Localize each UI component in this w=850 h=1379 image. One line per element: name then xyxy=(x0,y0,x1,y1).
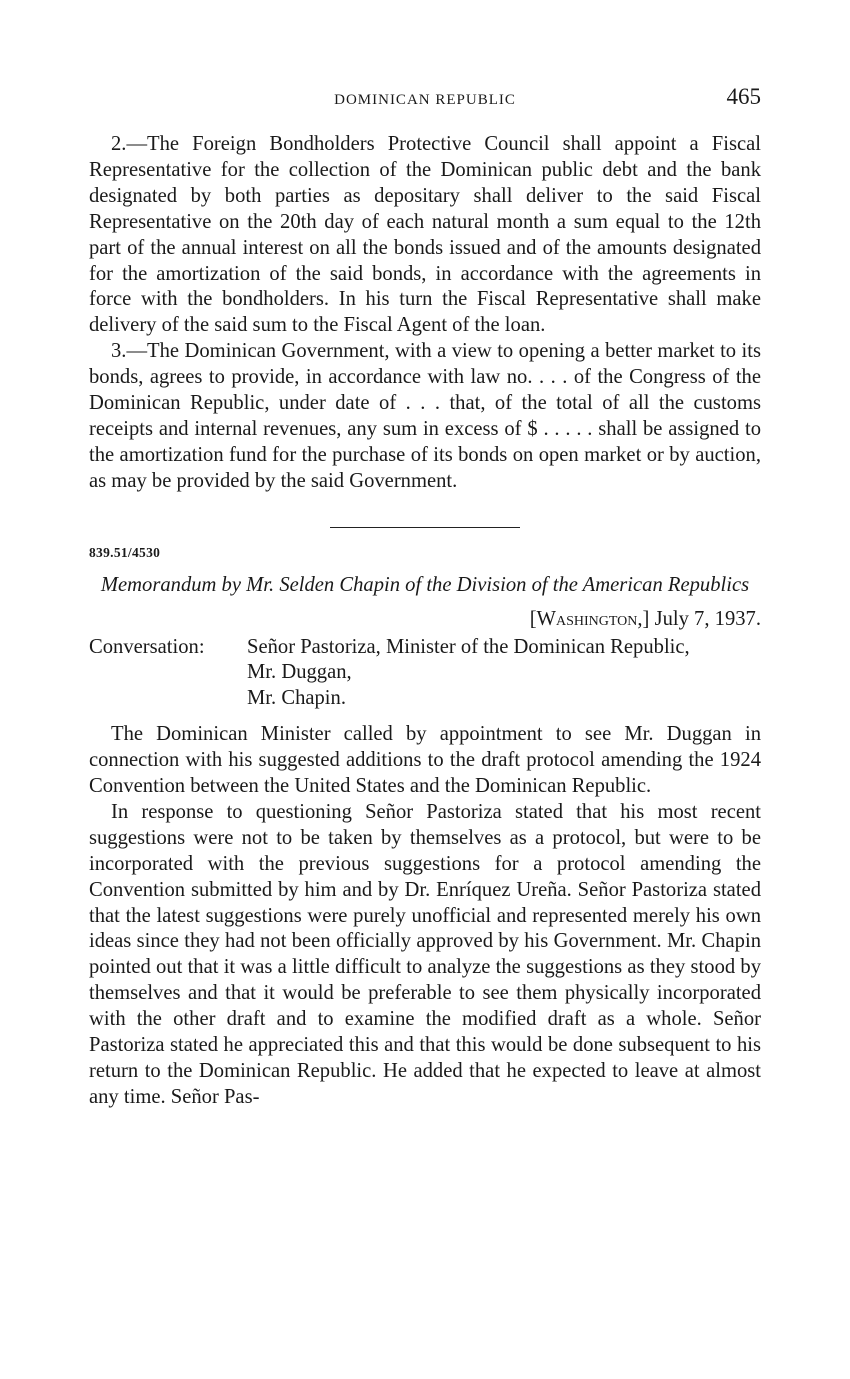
participant-item: Señor Pastoriza, Minister of the Dominican Republic, xyxy=(247,635,690,658)
document-page xyxy=(89,84,761,1111)
body-paragraph: In response to questioning Señor Pastoriza stated that his most recent suggestions were not to be taken by themselves as a protocol, but were to be incorporated with the previous suggestions for a protocol amending the Convention submitted by him and by Dr. Enríquez Ureña. Señor Pastoriza stated that the latest suggestions were purely unofficial and represented merely his own ideas since they had not been officially approved by his Government. Mr. Chapin pointed out that it was a little difficult to analyze the suggestions as they stood by themselves and that it would be preferable to see them physically incorporated with the other draft and to examine the modified draft as a whole. Señor Pastoriza stated he appreciated this and that this would be done subsequent to his return to the Dominican Republic. He added that he expected to leave at almost any time. Señor Pas- xyxy=(89,800,761,1108)
participant-item: Mr. Duggan, xyxy=(247,661,352,684)
paragraph-item-2: 2.—The Foreign Bondholders Protective Council shall appoint a Fiscal Representative for the collection of the Dominican public debt and the bank designated by both parties as depositary shall deliver to the said Fiscal Representative on the 20th day of each natural month a sum equal to the 12th part of the annual interest on all the bonds issued and of the amounts designated for the amortization of the said bonds, in accordance with the agreements in force with the bondholders. In his turn the Fiscal Representative shall make delivery of the said sum to the Fiscal Agent of the loan. xyxy=(89,133,761,337)
enclosure-text xyxy=(89,132,761,495)
conversation-label: Conversation: xyxy=(89,635,205,658)
section-divider xyxy=(330,527,520,528)
memorandum-body xyxy=(89,722,761,1111)
document-title: Memorandum by Mr. Selden Chapin of the Division of the American Republics xyxy=(100,573,750,596)
conversation-block xyxy=(89,635,761,713)
running-header xyxy=(89,84,761,118)
dateline xyxy=(89,607,761,633)
participant-list xyxy=(247,635,761,713)
participant-item: Mr. Chapin. xyxy=(247,687,346,710)
body-paragraph: The Dominican Minister called by appointment to see Mr. Duggan in connection with his suggested additions to the draft protocol amending the 1924 Convention between the United States and the Dominican Republic. xyxy=(89,723,761,798)
dateline-date: July 7, 1937. xyxy=(654,607,761,630)
running-title: DOMINICAN REPUBLIC xyxy=(334,92,516,108)
dateline-place: [Washington,] xyxy=(529,607,650,630)
page-number: 465 xyxy=(726,84,761,109)
file-number: 839.51/4530 xyxy=(89,544,161,560)
paragraph-item-3: 3.—The Dominican Government, with a view to opening a better market to its bonds, agrees to provide, in accordance with law no. . . . of the Congress of the Dominican Republic, under date of . . . that, of the total of all the customs receipts and internal revenues, any sum in excess of $ . . . . . shall be assigned to the amortization fund for the purchase of its bonds on open market or by auction, as may be provided by the said Government. xyxy=(89,340,761,492)
